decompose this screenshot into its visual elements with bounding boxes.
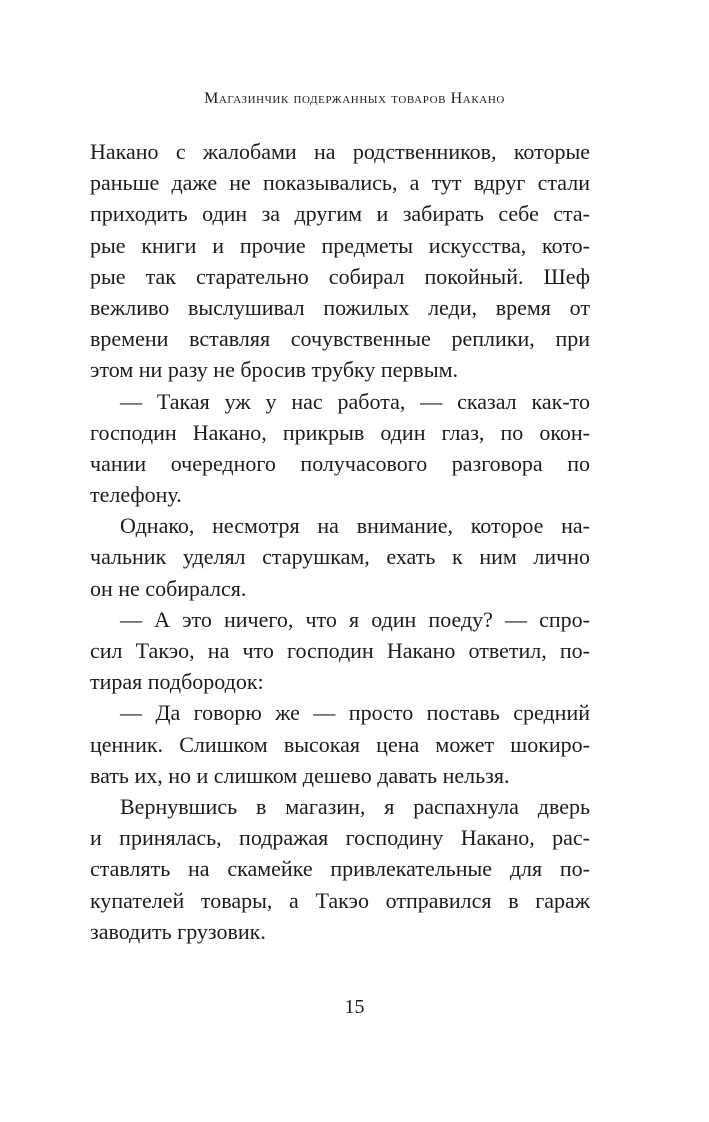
text-line: вать их, но и слишком дешево давать нельзя.: [90, 762, 510, 788]
body-text: [90, 136, 590, 947]
text-line: этом ни разу не бросив трубку первым.: [90, 357, 459, 383]
text-line: раньше даже не показывались, а тут вдруг стали: [90, 170, 590, 196]
running-header: Магазинчик подержанных товаров Накано: [204, 90, 505, 107]
text-line: приходить один за другим и забирать себе ста-: [90, 201, 590, 227]
text-line: — А это ничего, что я один поеду? — спро-: [120, 606, 590, 632]
text-line: господин Накано, прикрыв один глаз, по окон-: [90, 419, 590, 445]
paragraph: [90, 510, 590, 604]
text-line: тирая подбородок:: [90, 669, 264, 695]
text-line: заводить грузовик.: [90, 918, 266, 944]
text-line: рые книги и прочие предметы искусства, кото-: [90, 232, 590, 258]
paragraph: [90, 604, 590, 698]
text-line: чальник уделял старушкам, ехать к ним лично: [90, 544, 590, 570]
text-line: он не собирался.: [90, 575, 247, 601]
paragraph: [90, 386, 590, 511]
text-line: телефону.: [90, 482, 182, 508]
paragraph: [90, 136, 590, 386]
text-line: сил Такэо, на что господин Накано ответил, по-: [90, 638, 590, 663]
text-line: Накано с жалобами на родственников, которые: [90, 139, 590, 164]
text-line: чании очередного получасового разговора по: [90, 450, 590, 476]
text-line: Вернувшись в магазин, я распахнула дверь: [120, 793, 590, 819]
text-line: Однако, несмотря на внимание, которое на-: [120, 513, 590, 539]
text-line: — Да говорю же — просто поставь средний: [120, 700, 590, 726]
text-line: ценник. Слишком высокая цена может шокиро-: [90, 731, 590, 757]
text-line: времени вставляя сочувственные реплики, при: [90, 326, 590, 352]
page-number: 15: [344, 996, 365, 1018]
text-line: рые так старательно собирал покойный. Шеф: [90, 263, 590, 289]
text-line: купателей товары, а Такэо отправился в гараж: [90, 887, 590, 913]
text-line: вежливо выслушивал пожилых леди, время от: [90, 294, 590, 320]
text-line: ставлять на скамейке привлекательные для по-: [90, 856, 590, 882]
text-line: — Такая уж у нас работа, — сказал как-то: [120, 388, 590, 414]
text-line: и принялась, подражая господину Накано, рас-: [90, 825, 590, 851]
paragraph: [90, 791, 590, 947]
paragraph: [90, 697, 590, 791]
